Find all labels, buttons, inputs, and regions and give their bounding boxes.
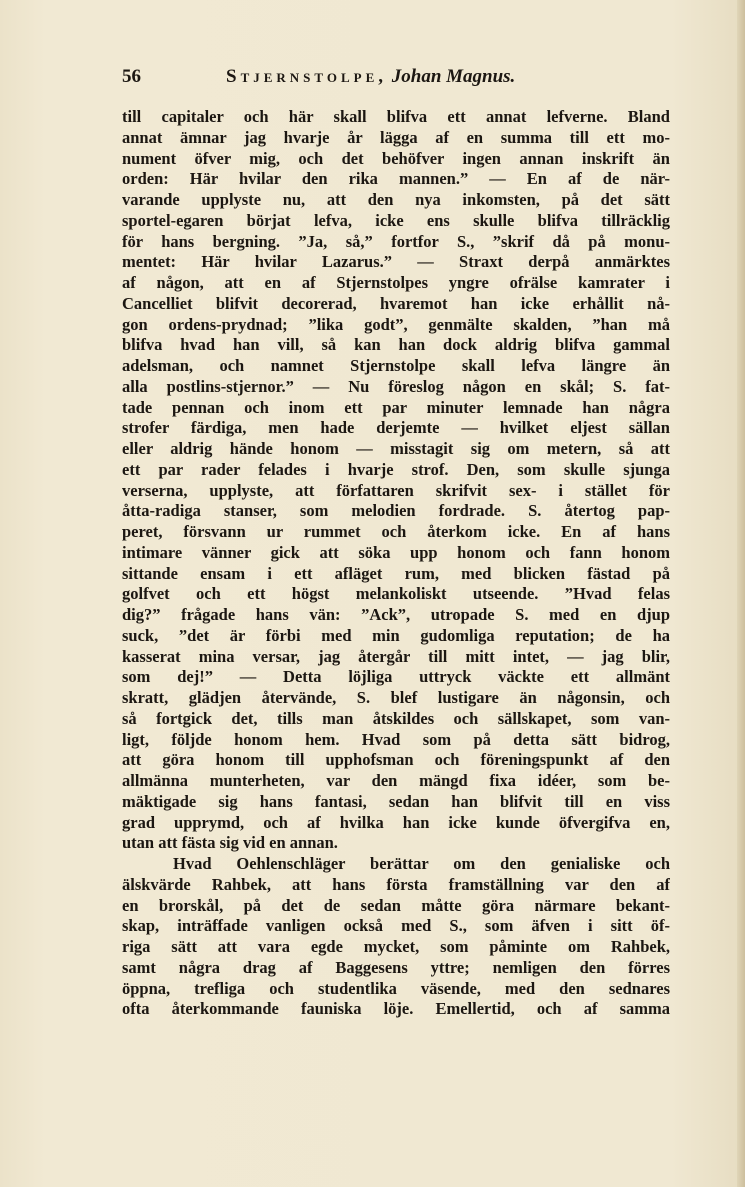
text-line: strofer färdiga, men hade derjemte — hvilket eljest sällan [122,418,670,438]
paragraph-start-line: Hvad Oehlenschläger berättar om den genialiske och [173,854,670,873]
paragraph-end-line: utan att fästa sig vid en annan. [122,833,338,853]
text-line: så fortgick det, tills man åtskildes och sällskapet, som van- [122,708,670,728]
text-line: mäktigade sig hans fantasi, sedan han blifvit till en viss [122,791,670,811]
text-line: mentet: Här hvilar Lazarus.” — Straxt derpå anmärktes [122,252,670,272]
text-line: grad upprymd, och af hvilka han icke kunde öfvergifva en, [122,812,670,832]
text-line: sittande ensam i ett afläget rum, med blicken fästad på [122,563,670,583]
text-line: verserna, upplyste, att författaren skrifvit sex- i stället för [122,480,670,500]
text-line: gon ordens-prydnad; ”lika godt”, genmälte skalden, ”han må [122,314,670,334]
text-line: golfvet och ett högst melankoliskt utseende. ”Hvad felas [122,584,670,604]
text-line: varande upplyste nu, att den nya inkomsten, på det sätt [122,190,670,209]
text-line: ofta återkommande fauniska löje. Emellertid, och af samma [122,999,670,1019]
text-line: nument öfver mig, och det behöfver ingen annan inskrift än [122,148,670,168]
page-edge [737,0,745,1187]
text-line: en brorskål, på det de sedan måtte göra närmare bekant- [122,895,670,915]
text-line: skap, inträffade vanligen också med S., som äfven i sitt öf- [122,916,670,936]
running-head-surname: Stjernstolpe, [226,66,387,87]
text-line: för hans bergning. ”Ja, så,” fortfor S., ”skrif då på monu- [122,231,670,251]
text-line: eller aldrig hände honom — misstagit sig om metern, så att [122,439,670,458]
text-line: som dej!” — Detta löjliga uttryck väckte ett allmänt [122,667,670,687]
text-line: suck, ”det är förbi med min gudomliga reputation; de ha [122,625,670,645]
text-line: dig?” frågade hans vän: ”Ack”, utropade S. med en djup [122,605,670,624]
body-text [122,107,670,1020]
text-line: annat ämnar jag hvarje år lägga af en summa till ett mo- [122,127,670,147]
text-line: orden: Här hvilar den rika mannen.” — En af de när- [122,169,670,189]
page-number: 56 [122,66,141,87]
text-line: ligt, följde honom hem. Hvad som på detta sätt bidrog, [122,729,670,749]
text-line: riga sätt att vara egde mycket, som påminte om Rahbek, [122,937,670,956]
text-line: adelsman, och namnet Stjernstolpe skall lefva längre än [122,356,670,375]
text-line: tade pennan och inom ett par minuter lemnade han några [122,397,670,417]
text-line: kasserat mina versar, jag återgår till mitt intet, — jag blir, [122,646,670,666]
text-line: ett par rader felades i hvarje strof. Den, som skulle sjunga [122,459,670,479]
text-line: sportel-egaren börjat lefva, icke ens skulle blifva tillräcklig [122,210,670,230]
text-line: skratt, glädjen återvände, S. blef lustigare än någonsin, och [122,688,670,707]
text-line: intimare vänner gick att söka upp honom och fann honom [122,542,670,562]
running-head-given-name: Johan Magnus. [391,66,516,87]
text-line: öppna, trefliga och studentlika väsende, med den sednares [122,978,670,998]
text-line: blifva hvad han vill, så kan han dock aldrig blifva gammal [122,335,670,355]
text-line: till capitaler och här skall blifva ett annat lefverne. Bland [122,107,670,126]
text-line: att göra honom till upphofsman och föreningspunkt af den [122,750,670,770]
text-line: samt några drag af Baggesens yttre; nemligen den förres [122,957,670,977]
text-line: allmänna munterheten, var den mängd fixa idéer, som be- [122,771,670,790]
text-line: af någon, att en af Stjernstolpes yngre ofrälse kamrater i [122,273,670,292]
text-line: alla postlins-stjernor.” — Nu föreslog någon en skål; S. fat- [122,376,670,396]
page-header [122,66,682,96]
text-line: åtta-radiga stanser, som melodien fordrade. S. återtog pap- [122,501,670,521]
text-line: peret, försvann ur rummet och återkom icke. En af hans [122,522,670,541]
running-head [226,66,515,88]
text-line: älskvärde Rahbek, att hans första framställning var den af [122,874,670,894]
text-line: Cancelliet blifvit decorerad, hvaremot han icke erhållit nå- [122,293,670,313]
